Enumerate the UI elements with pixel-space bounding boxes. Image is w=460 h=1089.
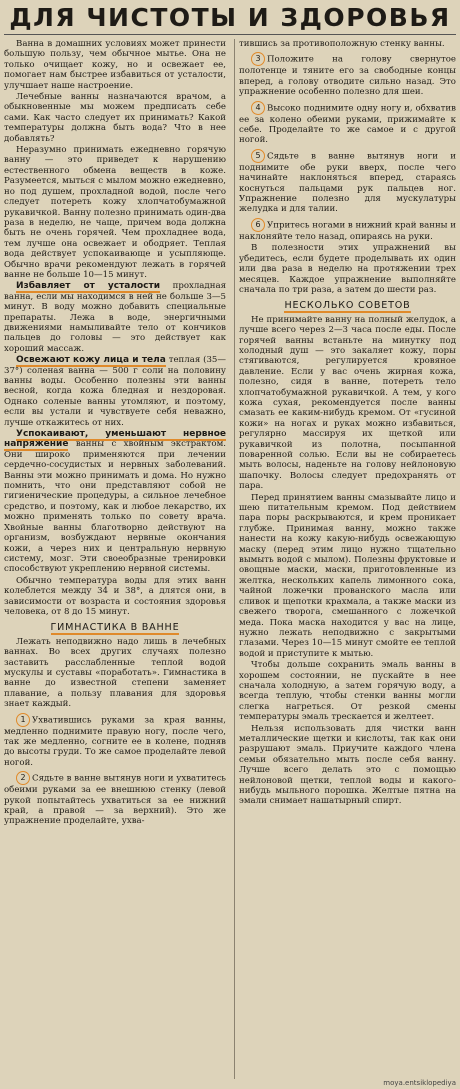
exercise-item — [4, 771, 226, 827]
exercise-text: Ухватившись руками за края ванны, медленно поднимите правую ногу, после чего, так же медленно, согните ее в колене, подняв до высоты груди. То же самое проделайте левой ногой. — [4, 715, 226, 768]
paragraph: Не принимайте ванну на полный желудок, а лучше всего через 2—3 часа после еды. После горячей ванны встаньте на минутку под холодный душ — это закаляет кожу, поры стягиваются, регулируется кровяное давление. Если у вас очень жирная кожа, полезно, сидя в ванне, потереть тело хлопчатобумажной рукавичкой. А тем, у кого кожа сухая, рекомендуется после ванны смазать ее каким-нибудь кремом. От «гусиной кожи» на ногах и руках можно избавиться, регулярно массируя их щеткой или рукавичкой из полотна, посыпанной поваренной солью. Если вы не собираетесь мыть волосы, наденьте на голову нейлоновую шапочку. Волосы следует предохранять от пара. — [239, 314, 456, 492]
page-title: ДЛЯ ЧИСТОТЫ И ЗДОРОВЬЯ — [4, 2, 456, 35]
paragraph: В полезности этих упражнений вы убедитесь, если будете проделывать их один или два раза в неделю на протяжении трех месяцев. Каждое упражнение выполняйте сначала по три раза, а затем до шести раз. — [239, 243, 456, 295]
paragraph-text: теплая (35—37°) соленая ванна — 500 г соли на половину ванны воды. Особенно полезны эти ванны весной, когда кожа бледная и нездоровая. Однако соленые ванны утомляют, и поэтому, если вы устали и чувствуете себя неважно, лучше откажитесь от них. — [4, 355, 226, 428]
paragraph: Нельзя использовать для чистки ванн металлические щетки и кислоты, так как они разрушают эмаль. Приучите каждого члена семьи обязательно мыть после себя ванну. Лучше всего делать это с помощью нейлоновой щетки, теплой воды и какого-нибудь мыльного порошка. Желтые пятна на эмали снимает нашатырный спирт. — [239, 723, 456, 807]
section-heading — [239, 301, 456, 311]
exercise-number: 1 — [16, 713, 30, 727]
exercise-item — [4, 713, 226, 769]
paragraph-text: ванны с хвойным экстрактом. Они широко применяются при лечении сердечно-сосудистых и нервных заболеваний. Ванны эти можно принимать и дома. Но нужно помнить, что они представляют собой не гигиенические процедуры, а сильное лечебное средство, и поэтому, как и любое лекарство, их можно применять только по совету врача. Хвойные ванны благотворно действуют на организм, возбуждают нервные окончания кожи, а через них и центральную нервную систему, мозг. Эти своеобразные тренировки способствуют укреплению нервной системы. — [4, 439, 226, 575]
paragraph-text: прохладная ванна, если мы находимся в ней не больше 3—5 минут. В воду можно добавить специальные препараты. Лежа в воде, энергичными движениями намыливайте тело от кончиков пальцев до головы — это действует как хороший массаж. — [4, 281, 226, 354]
right-column — [234, 39, 456, 1079]
exercise-text: Положите на голову свернутое полотенце и тяните его за свободные концы вперед, а голову отводите сильно назад. Это упражнение особенно полезно для шеи. — [239, 54, 456, 98]
exercise-number: 5 — [251, 149, 265, 163]
exercise-number: 4 — [251, 101, 265, 115]
paragraph: Лежать неподвижно надо лишь в лечебных ваннах. Во всех других случаях полезно заставить расслабленные теплой водой мускулы и суставы «поработать». Гимнастика в ванне до известной степени заменяет плавание, а пользу плавания для здоровья знает каждый. — [4, 636, 226, 710]
paragraph-lead: Избавляет от усталости — [16, 281, 161, 292]
left-column — [4, 39, 226, 1079]
exercise-item — [239, 149, 456, 215]
exercise-text: Высоко поднимите одну ногу и, обхватив ее за колено обеими руками, прижимайте к себе. Проделайте то же самое и с другой ногой. — [239, 103, 456, 146]
exercise-number: 2 — [16, 771, 30, 785]
section-heading — [4, 623, 226, 633]
paragraph-lead: Успокаивают, уменьшают нервное напряжение — [4, 429, 226, 450]
exercise-text: Сядьте в ванне вытянув ноги и ухватитесь обеими руками за ее внешнюю стенку (левой рукой попытайтесь ухватиться за ее нижний край, а правой — за верхний). Это же упражнение проделайте, ухва- — [4, 773, 226, 827]
exercise-item — [239, 218, 456, 242]
paragraph: Ванна в домашних условиях может принести большую пользу, чем обычное мытье. Она не только очищает кожу, но и освежает ее, помогает нам быстрее избавиться от усталости, улучшает наше настроение. — [4, 39, 226, 91]
exercise-number: 3 — [251, 52, 265, 66]
source-watermark: moya.entsiklopediya — [383, 1079, 456, 1087]
paragraph: Обычно температура воды для этих ванн колеблется между 34 и 38°, а длятся они, в зависимости от возраста и состояния здоровья человека, от 8 до 15 минут. — [4, 575, 226, 617]
section-heading-text: НЕСКОЛЬКО СОВЕТОВ — [284, 300, 411, 312]
exercise-text: Сядьте в ванне вытянув ноги и поднимите обе руки вверх, после чего начинайте наклоняться вперед, стараясь коснуться пальцами рук пальцев ног. Упражнение полезно для мускулатуры желудка и для талии. — [239, 151, 456, 215]
exercise-number: 6 — [251, 218, 265, 232]
paragraph: тившись за противоположную стенку ванны. — [239, 39, 445, 49]
paragraph — [4, 355, 226, 428]
section-heading-text: ГИМНАСТИКА В ВАННЕ — [50, 622, 180, 634]
exercise-item — [239, 101, 456, 146]
exercise-text: Упритесь ногами в нижний край ванны и наклоняйте тело назад, опираясь на руки. — [239, 220, 456, 242]
paragraph: Неразумно принимать ежедневно горячую ванну — это приведет к нарушению естественного обмена веществ в коже. Разумеется, мыться с мылом можно ежедневно, но под душем, прохладной водой, после чего следует потереть кожу хлопчатобумажной рукавичкой. Ванну полезно принимать один-два раза в неделю, не чаще, причем вода должна быть не очень горячей. Чем прохладнее вода, тем лучше она освежает и ободряет. Теплая вода действует успокаивающе и усыпляюще. Обычно врачи рекомендуют лежать в горячей ванне не больше 10—15 минут. — [4, 145, 226, 280]
article-columns — [4, 39, 456, 1079]
paragraph: Лечебные ванны назначаются врачом, а обыкновенные мы можем предписать себе сами. Как часто следует их принимать? Какой температуры должна быть вода? Что в нее добавлять? — [4, 92, 226, 144]
paragraph: Чтобы дольше сохранить эмаль ванны в хорошем состоянии, не пускайте в нее сначала холодную, а затем горячую воду, а всегда теплую, чтобы стенки ванны могли слегка нагреться. От резкой смены температуры эмаль трескается и желтеет. — [239, 660, 456, 723]
paragraph — [4, 429, 226, 575]
paragraph-lead: Освежают кожу лица и тела — [16, 355, 166, 366]
paragraph — [4, 281, 226, 354]
paragraph: Перед принятием ванны смазывайте лицо и шею питательным кремом. Под действием пара поры раскрываются, и крем проникает глубже. Принимая ванну, можно также нанести на кожу какую-нибудь освежающую маску (перед этим лицо нужно тщательно вымыть водой с мылом). Полезны фруктовые и овощные маски, маски, приготовленные из желтка, нескольких капель лимонного сока, чайной ложечки прованского масла или сливок и щепотки крахмала, а также маски из свежего творога, смешанного с ложечкой меда. Пока маска находится у вас на лице, нужно лежать неподвижно с закрытыми глазами. Через 10—15 минут смойте ее теплой водой и приступите к мытью. — [239, 492, 456, 659]
exercise-item — [239, 52, 456, 97]
